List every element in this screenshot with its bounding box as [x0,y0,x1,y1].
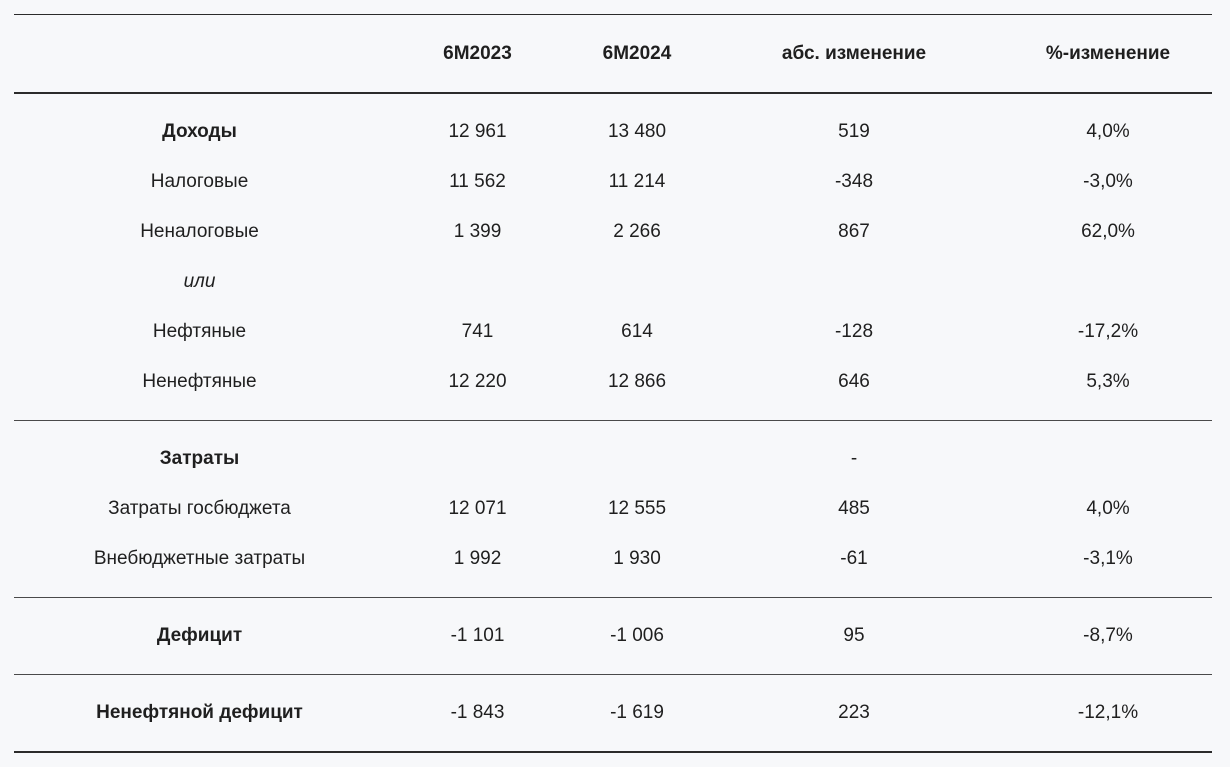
cell-6m2024: -1 619 [610,702,664,723]
cell-6m2024: 614 [621,321,653,342]
cell-label: или [183,271,216,292]
group-spacer [14,584,1212,597]
cell-abs-change: 485 [838,498,870,519]
cell-label: Затраты [159,448,240,469]
cell-pct-change: 4,0% [1086,121,1130,142]
cell-6m2023: 741 [461,321,494,342]
cell-6m2024: 12 555 [607,498,667,519]
table-group [14,421,1212,598]
cell-6m2024: -1 006 [610,625,664,646]
cell-pct-change: -12,1% [1077,702,1139,723]
cell-6m2024: 2 266 [613,221,661,242]
cell-abs-change: 646 [838,371,870,392]
cell-label: Дефицит [156,625,243,646]
table-row [14,357,1212,407]
group-spacer [14,738,1212,751]
budget-table [14,14,1212,753]
table-row [14,484,1212,534]
table-row [14,434,1212,484]
cell-6m2023: 1 399 [453,221,502,242]
cell-6m2024: 11 214 [608,171,666,192]
table-row [14,688,1212,738]
cell-6m2023: -1 843 [450,702,505,723]
group-spacer [14,598,1212,611]
cell-abs-change: -128 [834,321,874,342]
cell-6m2023: 12 220 [448,371,507,392]
cell-abs-change: -61 [840,548,868,569]
cell-6m2023: -1 101 [450,625,505,646]
table-row [14,157,1212,207]
table-group [14,94,1212,421]
group-spacer [14,661,1212,674]
table-body [14,94,1212,753]
cell-label: Нефтяные [152,321,247,342]
cell-label: Налоговые [150,171,249,192]
cell-pct-change: 62,0% [1081,221,1135,242]
group-spacer [14,675,1212,688]
cell-label: Внебюджетные затраты [93,548,306,569]
cell-abs-change: -348 [834,171,874,192]
table-group [14,598,1212,675]
table-group [14,675,1212,753]
cell-label: Неналоговые [140,221,259,242]
cell-6m2024: 12 866 [607,371,667,392]
cell-6m2024: 13 480 [607,121,667,142]
cell-label: Затраты госбюджета [108,498,291,519]
group-spacer [14,94,1212,107]
cell-label: Доходы [162,121,237,142]
cell-pct-change: 4,0% [1086,498,1130,519]
table-row [14,307,1212,357]
cell-abs-change: 95 [843,625,865,646]
header-cell-pct-change: %-изменение [1045,42,1171,64]
cell-label: Ненефтяные [142,371,257,392]
cell-6m2023: 12 071 [448,498,507,519]
cell-abs-change: 223 [838,702,870,723]
group-divider [14,751,1212,753]
cell-label: Ненефтяной дефицит [96,702,303,723]
cell-pct-change: -3,0% [1083,171,1133,192]
table-row [14,534,1212,584]
cell-6m2023: 12 961 [448,121,507,142]
cell-6m2023: 1 992 [453,548,502,569]
cell-pct-change: -8,7% [1083,625,1133,646]
group-spacer [14,407,1212,420]
header-cell-6m2024: 6M2024 [602,42,672,64]
cell-abs-change: - [850,448,858,469]
table-row [14,207,1212,257]
cell-abs-change: 867 [838,221,870,242]
header-cell-6m2023: 6M2023 [443,42,512,64]
table-row [14,107,1212,157]
group-spacer [14,421,1212,434]
cell-6m2024: 1 930 [613,548,661,569]
cell-pct-change: -3,1% [1083,548,1133,569]
header-cell-abs-change: абс. изменение [781,42,927,64]
table-header-row [14,15,1212,92]
table-row [14,611,1212,661]
cell-6m2023: 11 562 [449,171,506,192]
cell-pct-change: -17,2% [1077,321,1139,342]
cell-abs-change: 519 [838,121,870,142]
cell-pct-change: 5,3% [1086,371,1130,392]
table-row [14,257,1212,307]
